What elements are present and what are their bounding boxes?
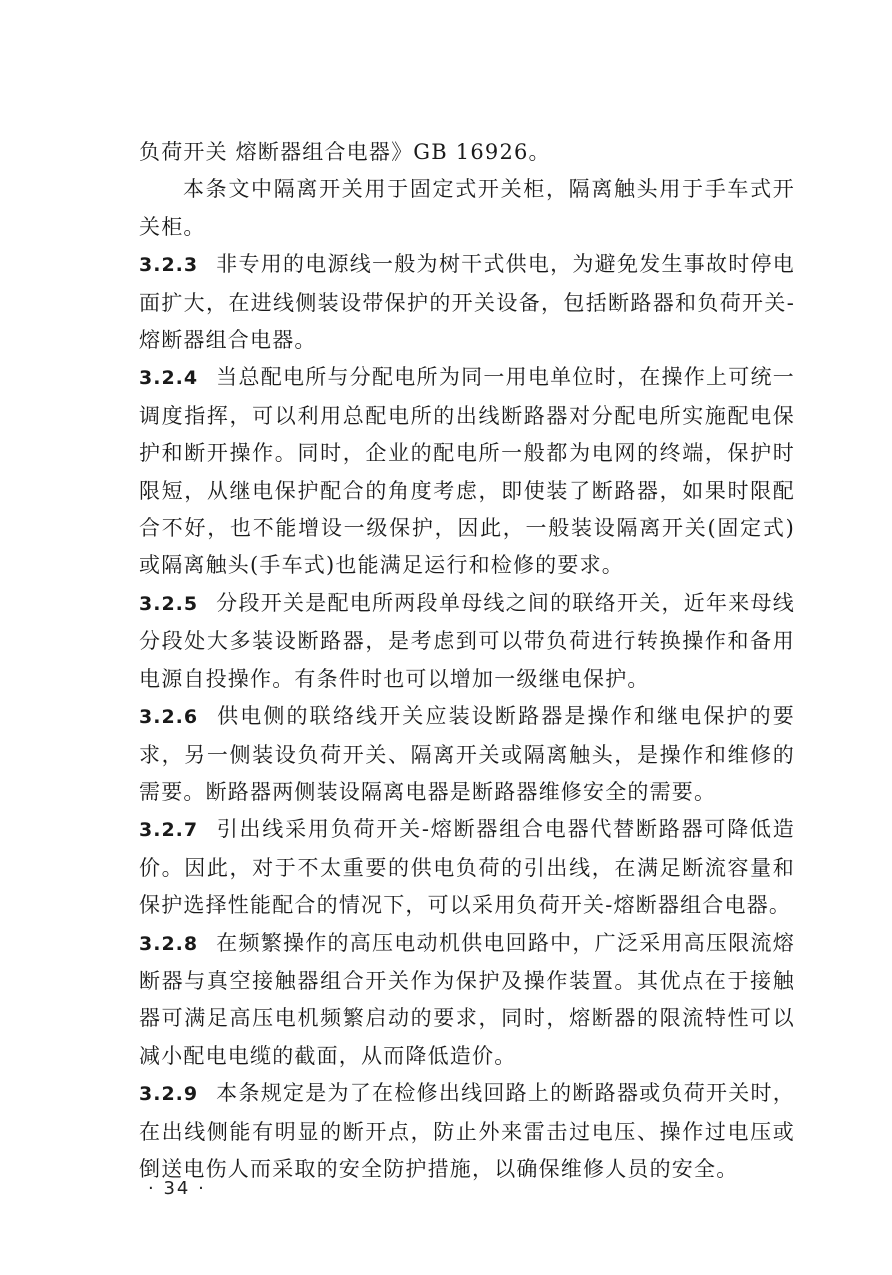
clause-number: 3.2.9 [139,1083,199,1106]
clause-text: 当总配电所与分配电所为同一用电单位时，在操作上可统一调度指挥，可以利用总配电所的出线断路器对分配电所实施配电保护和断开操作。同时，企业的配电所一般都为电网的终端，保护时限短，从继电保护配合的角度考虑，即使装了断路器，如果时限配合不好，也不能增设一级保护，因此，一般装设隔离开关(固定式)或隔离触头(手车式)也能满足运行和检修的要求。 [139,365,795,578]
clause-3-2-8 [139,925,795,1076]
clause-text: 引出线采用负荷开关-熔断器组合电器代替断路器可降低造价。因此，对于不太重要的供电负荷的引出线，在满足断流容量和保护选择性能配合的情况下，可以采用负荷开关-熔断器组合电器。 [139,817,795,918]
clause-3-2-7 [139,811,795,924]
clause-number: 3.2.4 [139,367,199,390]
clause-number: 3.2.7 [139,819,199,842]
clause-3-2-3 [139,246,795,359]
body-text [139,134,795,1188]
clause-3-2-5 [139,585,795,698]
clause-number: 3.2.5 [139,592,199,615]
clause-number: 3.2.8 [139,932,199,955]
clause-text: 非专用的电源线一般为树干式供电，为避免发生事故时停电面扩大，在进线侧装设带保护的开关设备，包括断路器和负荷开关-熔断器组合电器。 [139,252,795,353]
clause-number: 3.2.3 [139,254,199,277]
paragraph-note [139,171,795,246]
clause-text: 分段开关是配电所两段单母线之间的联络开关，近年来母线分段处大多装设断路器，是考虑到可以带负荷进行转换操作和备用电源自投操作。有条件时也可以增加一级继电保护。 [139,590,795,691]
clause-3-2-6 [139,698,795,811]
clause-text: 本条规定是为了在检修出线回路上的断路器或负荷开关时，在出线侧能有明显的断开点，防止外来雷击过电压、操作过电压或倒送电伤人而采取的安全防护措施，以确保维修人员的安全。 [139,1081,795,1181]
clause-number: 3.2.6 [139,706,199,729]
page-number: · 34 · [148,1178,206,1199]
clause-text: 供电侧的联络线开关应装设断路器是操作和继电保护的要求，另一侧装设负荷开关、隔离开关或隔离触头，是操作和维修的需要。断路器两侧装设隔离电器是断路器维修安全的需要。 [139,704,795,804]
paragraph-text: 本条文中隔离开关用于固定式开关柜，隔离触头用于手车式开关柜。 [139,177,795,239]
paragraph-continuation [139,134,795,171]
paragraph-text: 负荷开关 熔断器组合电器》GB 16926。 [139,140,551,164]
clause-text: 在频繁操作的高压电动机供电回路中，广泛采用高压限流熔断器与真空接触器组合开关作为保护及操作装置。其优点在于接触器可满足高压电机频繁启动的要求，同时，熔断器的限流特性可以减小配电电缆的截面，从而降低造价。 [139,930,795,1068]
clause-3-2-9 [139,1075,795,1188]
clause-3-2-4 [139,359,795,584]
